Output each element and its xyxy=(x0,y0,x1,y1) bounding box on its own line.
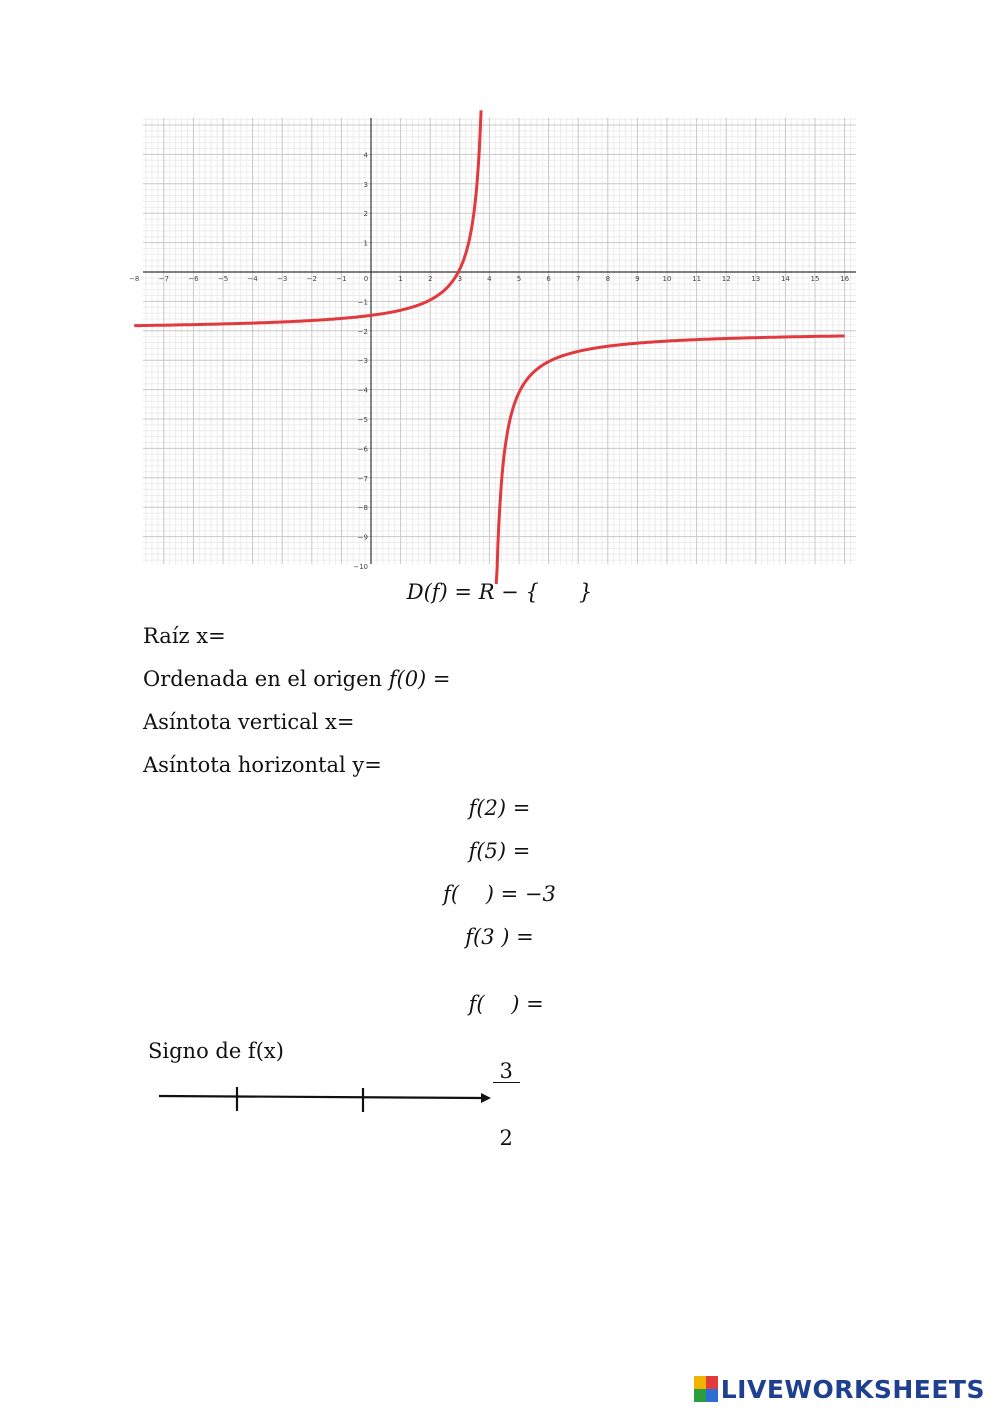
y-tick-label: −8 xyxy=(357,504,368,513)
root-question: Raíz x= xyxy=(143,624,226,648)
domain-question: D(f) = R − { } xyxy=(406,580,593,604)
x-tick-label: 13 xyxy=(751,275,761,283)
f-frac-question xyxy=(0,968,999,1193)
logo-square-4 xyxy=(706,1389,718,1402)
f-minus3-question: f( ) = −3 xyxy=(443,882,556,906)
x-tick-label: −4 xyxy=(247,275,258,283)
logo-square-2 xyxy=(706,1376,718,1389)
ordinate-label: Ordenada en el origen xyxy=(143,667,389,691)
x-tick-label: 4 xyxy=(487,275,492,283)
x-tick-label: −7 xyxy=(158,275,169,283)
y-tick-label: −3 xyxy=(357,357,368,366)
f5-question: f(5) = xyxy=(468,839,531,863)
y-tick-label: 2 xyxy=(363,210,368,219)
function-graph xyxy=(129,118,856,571)
y-tick-label: −4 xyxy=(357,386,368,395)
logo-square-3 xyxy=(694,1389,706,1402)
f-frac-left: f( ) = xyxy=(468,992,544,1016)
x-tick-label: 3 xyxy=(457,275,463,283)
x-tick-label: 2 xyxy=(427,275,433,283)
y-tick-label: 1 xyxy=(363,239,368,248)
horizontal-asymptote-question: Asíntota horizontal y= xyxy=(143,753,382,777)
ordinate-question xyxy=(143,667,451,691)
y-tick-label: 4 xyxy=(363,151,368,160)
logo-square-1 xyxy=(694,1376,706,1389)
x-tick-label: 5 xyxy=(516,275,522,283)
logo-text: LIVEWORKSHEETS xyxy=(720,1374,985,1404)
sign-label: Signo de f(x) xyxy=(148,1039,284,1063)
arrow-head-icon xyxy=(481,1093,491,1103)
ordinate-math: f(0) = xyxy=(388,667,451,691)
x-tick-label: 0 xyxy=(363,275,369,283)
vertical-asymptote-question: Asíntota vertical x= xyxy=(143,710,355,734)
x-tick-label: 12 xyxy=(721,275,731,283)
x-tick-label: −6 xyxy=(188,275,199,283)
y-tick-label: −5 xyxy=(357,416,368,424)
y-tick-label: −2 xyxy=(357,327,368,336)
y-tick-label: −10 xyxy=(353,563,368,571)
y-tick-label: −9 xyxy=(357,533,368,542)
fraction-numerator: 3 xyxy=(493,1060,520,1083)
x-tick-label: −1 xyxy=(336,275,347,283)
x-tick-label: −3 xyxy=(277,275,288,283)
fraction-denominator: 2 xyxy=(499,1126,513,1150)
y-tick-label: −1 xyxy=(357,298,368,307)
x-tick-label: 10 xyxy=(662,275,672,283)
f3-question: f(3 ) = xyxy=(465,925,534,949)
f2-question: f(2) = xyxy=(468,796,531,820)
sign-number-line xyxy=(155,1082,500,1116)
x-tick-label: −5 xyxy=(217,275,229,283)
number-line xyxy=(159,1096,483,1098)
y-tick-label: 3 xyxy=(363,180,368,189)
x-tick-label: 14 xyxy=(780,275,790,283)
x-tick-label: 11 xyxy=(692,275,702,283)
x-tick-label: 1 xyxy=(398,275,403,283)
x-tick-label: 8 xyxy=(605,275,611,283)
y-tick-label: −7 xyxy=(357,474,368,483)
x-tick-label: −8 xyxy=(129,275,140,283)
x-tick-label: 16 xyxy=(840,275,850,283)
x-tick-label: 6 xyxy=(546,275,551,283)
x-tick-label: 9 xyxy=(635,275,640,283)
x-tick-label: −2 xyxy=(306,275,317,283)
x-tick-label: 7 xyxy=(575,275,581,283)
x-tick-label: 15 xyxy=(810,275,820,283)
liveworksheets-logo xyxy=(694,1372,985,1406)
y-tick-label: −6 xyxy=(357,445,368,454)
logo-mark-icon xyxy=(694,1376,718,1402)
